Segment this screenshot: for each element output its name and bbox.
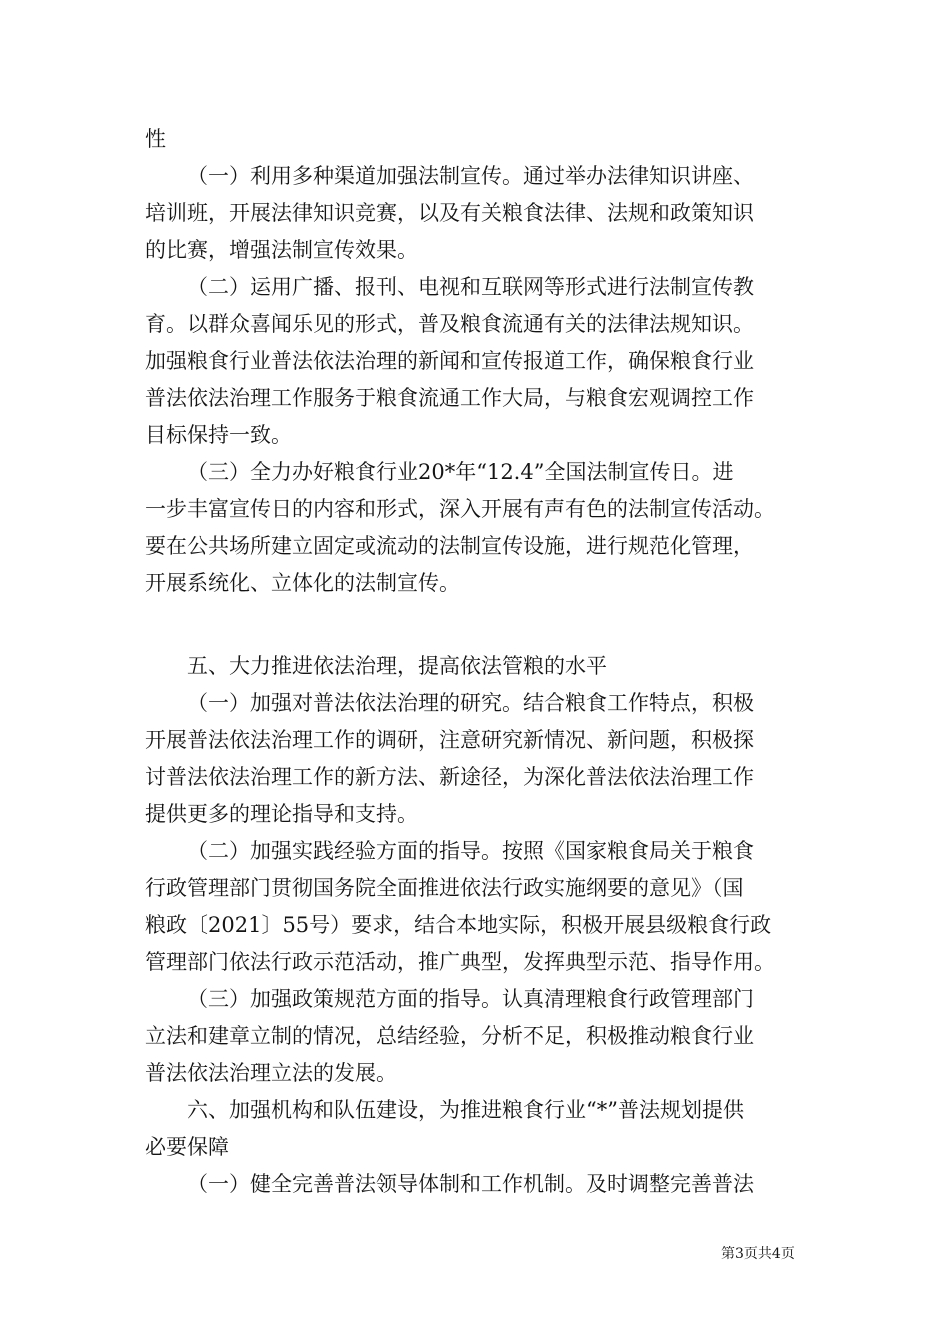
text-line: 立法和建章立制的情况，总结经验，分析不足，积极推动粮食行业 <box>145 1024 754 1048</box>
text-line: 粮政〔2021〕55号）要求，结合本地实际，积极开展县级粮食行政 <box>145 913 772 937</box>
section-heading-continued: 必要保障 <box>145 1135 229 1159</box>
text-line: 一步丰富宣传日的内容和形式，深入开展有声有色的法制宣传活动。 <box>145 497 775 521</box>
section-heading: 五、大力推进依法治理，提高依法管粮的水平 <box>187 654 607 678</box>
text-line: 提供更多的理论指导和支持。 <box>145 802 418 826</box>
text-line: 培训班，开展法律知识竞赛，以及有关粮食法律、法规和政策知识 <box>145 201 754 225</box>
text-line: 行政管理部门贯彻国务院全面推进依法行政实施纲要的意见》（国 <box>145 876 744 900</box>
paragraph-start-line: （三）加强政策规范方面的指导。认真清理粮食行政管理部门 <box>187 987 754 1011</box>
text-line: 普法依法治理立法的发展。 <box>145 1061 397 1085</box>
text-line: 要在公共场所建立固定或流动的法制宣传设施，进行规范化管理， <box>145 534 754 558</box>
text-line: 加强粮食行业普法依法治理的新闻和宣传报道工作，确保粮食行业 <box>145 349 754 373</box>
paragraph-start-line: （一）健全完善普法领导体制和工作机制。及时调整完善普法 <box>187 1172 754 1196</box>
paragraph-start-line: （一）加强对普法依法治理的研究。结合粮食工作特点，积极 <box>187 691 754 715</box>
text-line: 育。以群众喜闻乐见的形式，普及粮食流通有关的法律法规知识。 <box>145 312 754 336</box>
text-line: 的比赛，增强法制宣传效果。 <box>145 238 418 262</box>
section-heading: 六、加强机构和队伍建设，为推进粮食行业“*”普法规划提供 <box>187 1098 744 1122</box>
text-line: 性 <box>145 127 166 151</box>
paragraph-start-line: （三）全力办好粮食行业20*年“12.4”全国法制宣传日。进 <box>187 460 734 484</box>
page-number: 第3页共4页 <box>721 1246 795 1262</box>
text-line: 普法依法治理工作服务于粮食流通工作大局，与粮食宏观调控工作 <box>145 386 754 410</box>
text-line: 讨普法依法治理工作的新方法、新途径，为深化普法依法治理工作 <box>145 765 754 789</box>
section-spacer <box>145 602 810 648</box>
text-line: 目标保持一致。 <box>145 423 292 447</box>
paragraph-start-line: （二）运用广播、报刊、电视和互联网等形式进行法制宣传教 <box>187 275 754 299</box>
text-line: 开展普法依法治理工作的调研，注意研究新情况、新问题，积极探 <box>145 728 754 752</box>
paragraph-start-line: （一）利用多种渠道加强法制宣传。通过举办法律知识讲座、 <box>187 164 754 188</box>
document-body <box>145 121 810 1203</box>
text-line: 开展系统化、立体化的法制宣传。 <box>145 571 460 595</box>
text-line: 管理部门依法行政示范活动，推广典型，发挥典型示范、指导作用。 <box>145 950 775 974</box>
paragraph-start-line: （二）加强实践经验方面的指导。按照《国家粮食局关于粮食 <box>187 839 754 863</box>
